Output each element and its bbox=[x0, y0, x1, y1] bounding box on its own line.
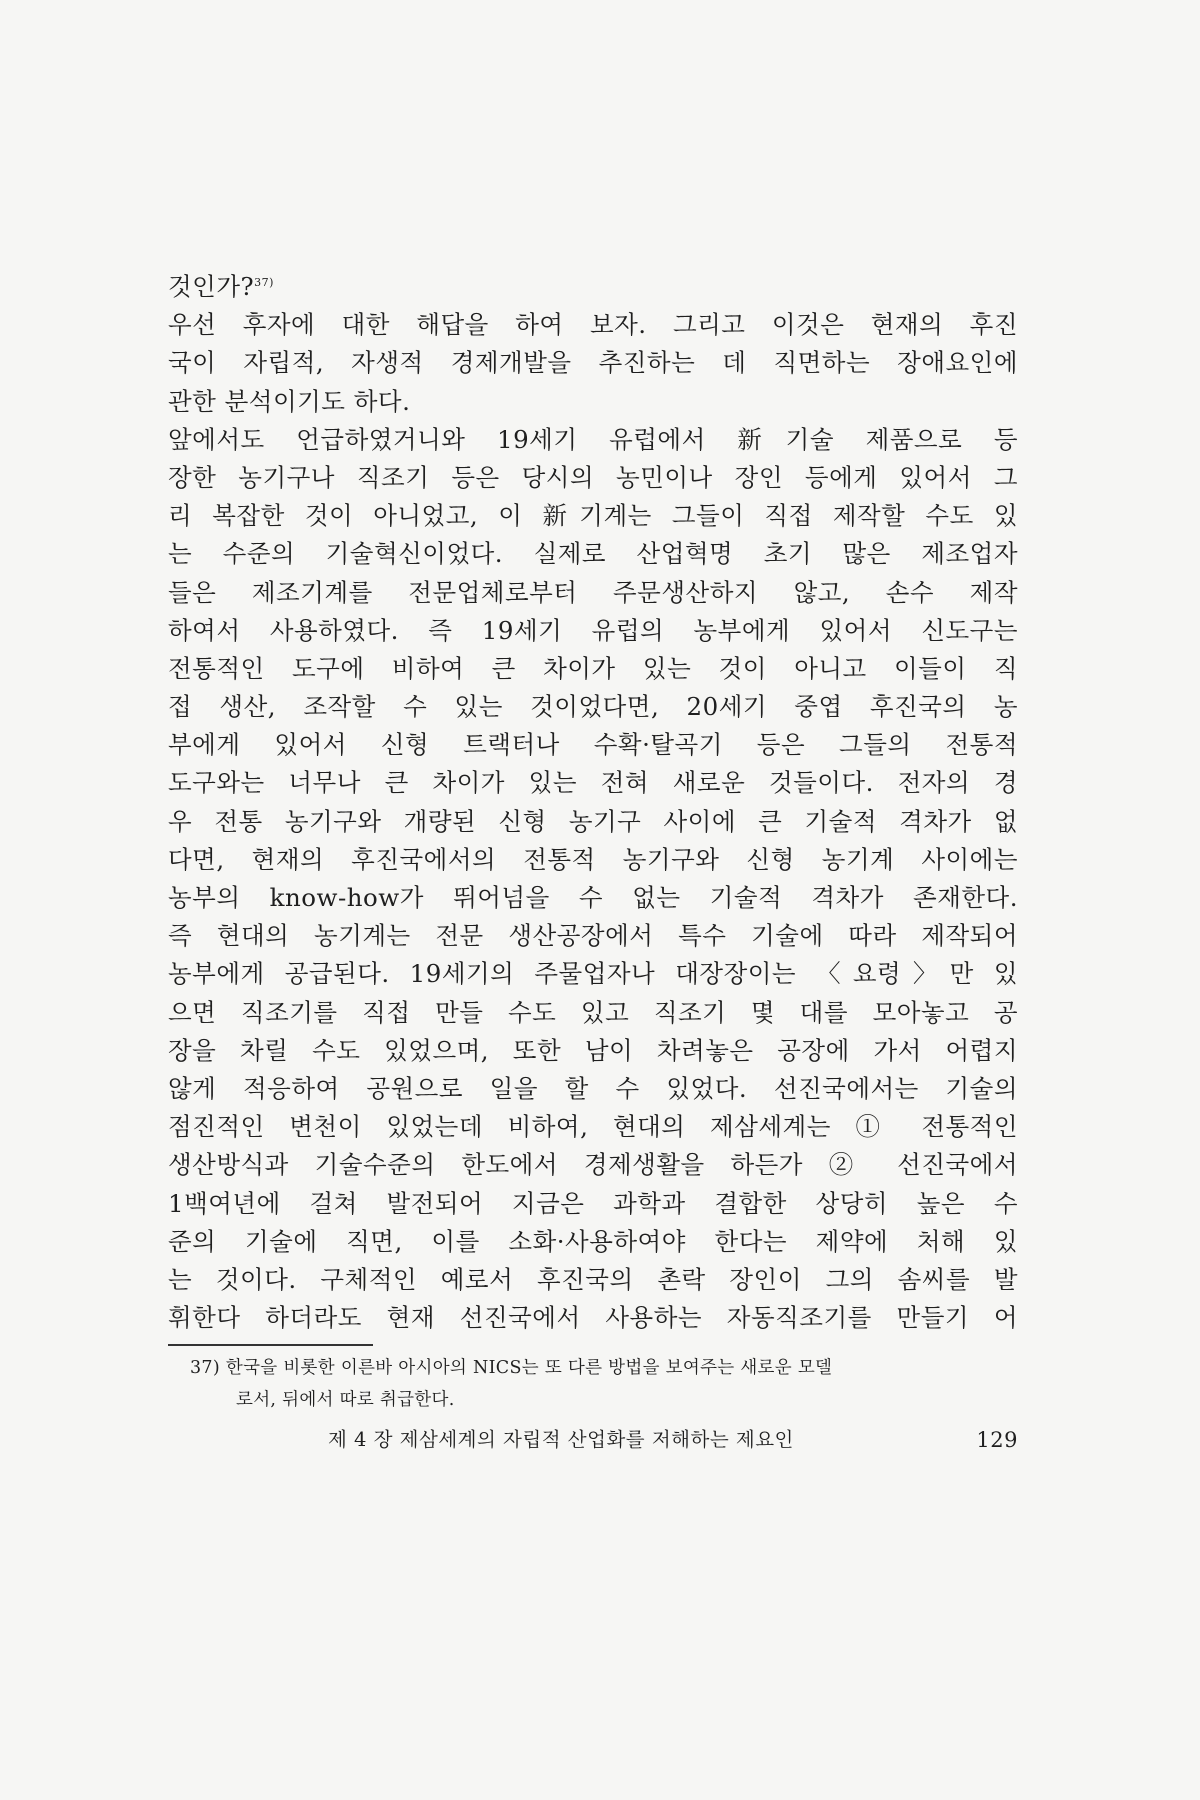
text-line: 국이 자립적, 자생적 경제개발을 추진하는 데 직면하는 장애요인에 bbox=[168, 348, 1018, 378]
footnote-marker: 37) bbox=[254, 275, 274, 289]
opening-line-text: 것인가? bbox=[168, 272, 255, 301]
text-line: 농부의 know-how가 뛰어넘을 수 없는 기술적 격차가 존재한다. bbox=[168, 883, 1018, 912]
text-line: 1백여년에 걸쳐 발전되어 지금은 과학과 결합한 상당히 높은 수 bbox=[168, 1188, 1018, 1218]
text-line: 농부에게 공급된다. 19세기의 주물업자나 대장장이는 〈요령〉만 있 bbox=[168, 959, 1018, 989]
text-line: 관한 분석이기도 하다. bbox=[168, 386, 411, 416]
text-line: 다면, 현재의 후진국에서의 전통적 농기구와 신형 농기계 사이에는 bbox=[168, 844, 1018, 874]
text-line: 앞에서도 언급하였거니와 19세기 유럽에서 新기술 제품으로 등 bbox=[168, 424, 1018, 454]
text-line: 도구와는 너무나 큰 차이가 있는 전혀 새로운 것들이다. 전자의 경 bbox=[168, 768, 1018, 798]
text-line: 하여서 사용하였다. 즉 19세기 유럽의 농부에게 있어서 신도구는 bbox=[168, 615, 1018, 645]
text-line: 는 것이다. 구체적인 예로서 후진국의 촌락 장인이 그의 솜씨를 발 bbox=[168, 1264, 1018, 1294]
text-line: 접 생산, 조작할 수 있는 것이었다면, 20세기 중엽 후진국의 농 bbox=[168, 692, 1018, 722]
running-title: 제 4 장 제삼세계의 자립적 산업화를 저해하는 제요인 bbox=[328, 1428, 794, 1451]
text-line: 생산방식과 기술수준의 한도에서 경제생활을 하든가 ② 선진국에서 bbox=[168, 1150, 1018, 1180]
text-line: 장을 차릴 수도 있었으며, 또한 남이 차려놓은 공장에 가서 어렵지 bbox=[168, 1035, 1018, 1065]
text-line: 준의 기술에 직면, 이를 소화·사용하여야 한다는 제약에 처해 있 bbox=[168, 1226, 1018, 1256]
text-line: 점진적인 변천이 있었는데 비하여, 현대의 제삼세계는 ① 전통적인 bbox=[168, 1112, 1018, 1142]
footnote-line: 37) 한국을 비롯한 이른바 아시아의 NICS는 또 다른 방법을 보여주는 새로운 모델 bbox=[190, 1358, 833, 1378]
running-footer bbox=[328, 1420, 1018, 1460]
footnote-divider bbox=[168, 1344, 373, 1346]
opening-line bbox=[168, 268, 1018, 306]
text-line: 들은 제조기계를 전문업체로부터 주문생산하지 않고, 손수 제작 bbox=[168, 577, 1018, 607]
body-text bbox=[168, 268, 1018, 1337]
text-line: 는 수준의 기술혁신이었다. 실제로 산업혁명 초기 많은 제조업자 bbox=[168, 539, 1018, 569]
footnote-line: 로서, 뒤에서 따로 취급한다. bbox=[236, 1390, 455, 1410]
page-number: 129 bbox=[976, 1428, 1018, 1452]
text-line: 장한 농기구나 직조기 등은 당시의 농민이나 장인 등에게 있어서 그 bbox=[168, 462, 1018, 492]
text-line: 않게 적응하여 공원으로 일을 할 수 있었다. 선진국에서는 기술의 bbox=[168, 1073, 1018, 1103]
text-line: 휘한다 하더라도 현재 선진국에서 사용하는 자동직조기를 만들기 어 bbox=[168, 1303, 1018, 1333]
text-line: 우 전통 농기구와 개량된 신형 농기구 사이에 큰 기술적 격차가 없 bbox=[168, 806, 1018, 836]
text-line: 리 복잡한 것이 아니었고, 이 新기계는 그들이 직접 제작할 수도 있 bbox=[168, 501, 1018, 531]
text-line: 부에게 있어서 신형 트랙터나 수확·탈곡기 등은 그들의 전통적 bbox=[168, 730, 1018, 760]
text-line: 우선 후자에 대한 해답을 하여 보자. 그리고 이것은 현재의 후진 bbox=[168, 310, 1018, 340]
footnote bbox=[190, 1352, 1020, 1416]
text-line: 으면 직조기를 직접 만들 수도 있고 직조기 몇 대를 모아놓고 공 bbox=[168, 997, 1018, 1027]
text-line: 즉 현대의 농기계는 전문 생산공장에서 특수 기술에 따라 제작되어 bbox=[168, 921, 1018, 951]
text-line: 전통적인 도구에 비하여 큰 차이가 있는 것이 아니고 이들이 직 bbox=[168, 653, 1018, 683]
